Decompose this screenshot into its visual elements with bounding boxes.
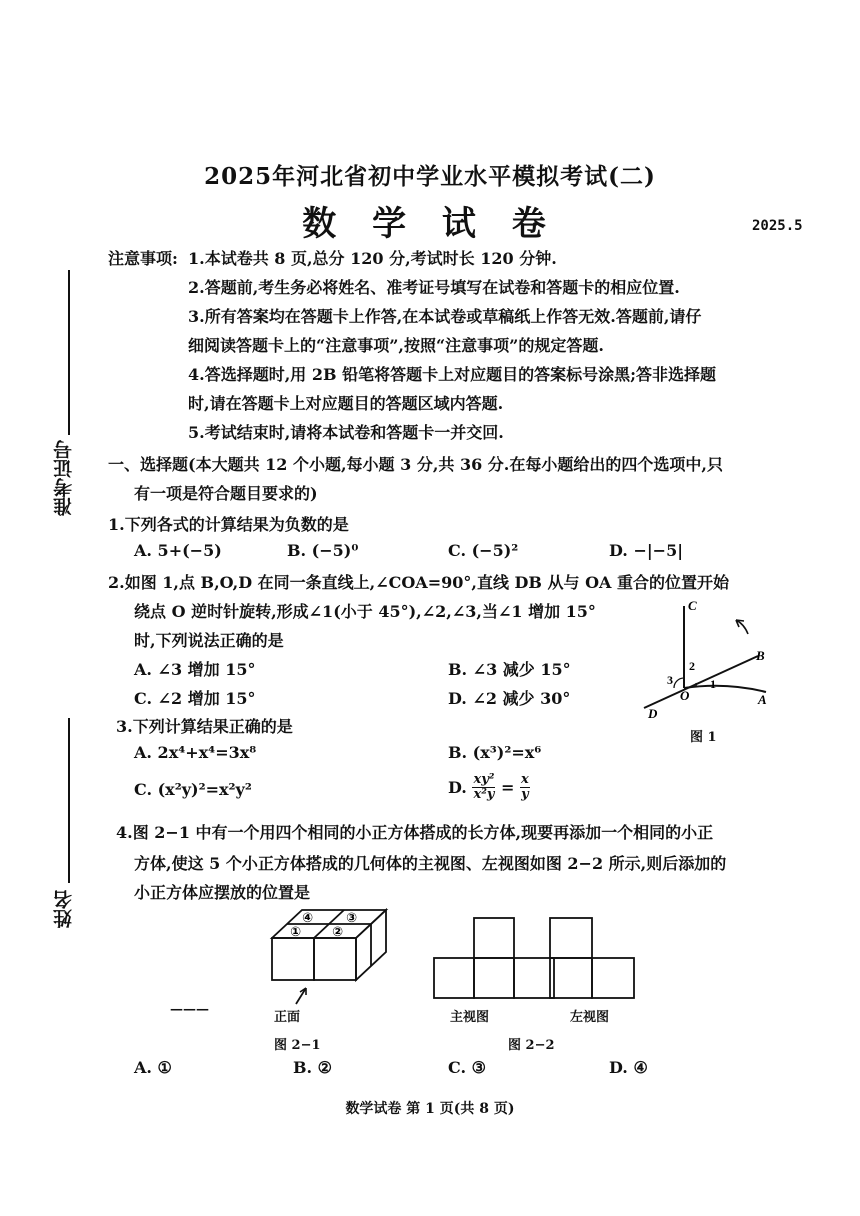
fig1-label-d: D [648, 706, 658, 721]
q4-option-b: B. ② [293, 1058, 333, 1077]
q3-d-right-denominator: y [521, 787, 529, 802]
q3-d-left-numerator: xy² [473, 772, 495, 787]
q2-stem-3: 时,下列说法正确的是 [134, 631, 284, 650]
q2-stem-2: 绕点 O 逆时针旋转,形成∠1(小于 45°),∠2,∠3,当∠1 增加 15° [134, 602, 596, 621]
q1-option-b: B. (−5)⁰ [287, 541, 359, 560]
q2-stem-1: 2.如图 1,点 B,O,D 在同一条直线上,∠COA=90°,直线 DB 从与 OA 重合的位置开始 [108, 573, 729, 592]
exam-id-label: 准考证号 [53, 440, 75, 516]
q4-stem-1: 4.图 2−1 中有一个用四个相同的小正方体搭成的长方体,现要再添加一个相同的小正 [116, 823, 714, 842]
figure-1-diagram [636, 596, 776, 744]
q3-option-c: C. (x²y)²=x²y² [134, 780, 252, 799]
q4-option-d: D. ④ [609, 1058, 648, 1077]
q1-option-a: A. 5+(−5) [134, 541, 222, 560]
main-view-label: 主视图 [450, 1010, 490, 1025]
exam-title: 2025年河北省初中学业水平模拟考试(二) [204, 163, 656, 190]
q3-d-left-denominator: x²y [473, 787, 495, 802]
fig1-label-a: A [758, 692, 767, 707]
q2-option-b: B. ∠3 减少 15° [448, 660, 571, 679]
q4-stem-2: 方体,使这 5 个小正方体搭成的几何体的主视图、左视图如图 2−2 所示,则后添加的 [134, 854, 727, 873]
notice-item-5: 5.考试结束时,请将本试卷和答题卡一并交回. [188, 423, 504, 442]
q3-option-a: A. 2x⁴+x⁴=3x⁸ [134, 743, 257, 762]
q4-option-a: A. ① [134, 1058, 172, 1077]
fig1-label-3: 3 [667, 673, 673, 687]
q2-option-d: D. ∠2 减少 30° [448, 689, 571, 708]
dash-line: ——— [170, 1002, 209, 1017]
q3-option-d-left-fraction [472, 773, 495, 802]
notice-item-2: 2.答题前,考生务必将姓名、准考证号填写在试卷和答题卡的相应位置. [188, 278, 680, 297]
section-heading: 一、选择题(本大题共 12 个小题,每小题 3 分,共 36 分.在每小题给出的四个选项中,只 [108, 455, 723, 474]
section-heading-cont: 有一项是符合题目要求的) [134, 484, 318, 503]
exam-id-underline [68, 270, 70, 435]
notice-item-4-cont: 时,请在答题卡上对应题目的答题区域内答题. [188, 394, 504, 413]
q3-d-equals: = [501, 778, 515, 797]
figure-2-2-left-view [548, 916, 638, 1002]
fig1-label-2: 2 [689, 659, 695, 673]
q2-option-c: C. ∠2 增加 15° [134, 689, 256, 708]
name-label: 姓名 [53, 890, 75, 928]
name-underline [68, 718, 70, 883]
q3-option-b: B. (x³)²=x⁶ [448, 743, 542, 762]
fig1-label-c: C [688, 598, 697, 613]
q3-stem: 3.下列计算结果正确的是 [116, 717, 293, 736]
cube-mark-3: ③ [346, 911, 358, 926]
notice-item-3: 3.所有答案均在答题卡上作答,在本试卷或草稿纸上作答无效.答题前,请仔 [188, 307, 702, 326]
notice-label: 注意事项: [108, 249, 178, 268]
q3-d-right-numerator: x [521, 772, 529, 787]
figure-2-1-cuboid [266, 904, 396, 1012]
cube-mark-1: ① [290, 925, 302, 940]
figure-2-1-caption: 图 2−1 [274, 1038, 321, 1053]
exam-date: 2025.5 [752, 218, 803, 234]
q1-stem: 1.下列各式的计算结果为负数的是 [108, 515, 349, 534]
notice-item-4: 4.答选择题时,用 2B 铅笔将答题卡上对应题目的答案标号涂黑;答非选择题 [188, 365, 716, 384]
left-view-label: 左视图 [570, 1010, 610, 1025]
front-label: 正面 [274, 1010, 301, 1025]
q2-option-a: A. ∠3 增加 15° [134, 660, 256, 679]
fig1-label-b: B [756, 648, 765, 663]
notice-item-3-cont: 细阅读答题卡上的“注意事项”,按照“注意事项”的规定答题. [188, 336, 604, 355]
cube-mark-4: ④ [302, 911, 314, 926]
q3-option-d-label: D. [448, 778, 467, 797]
figure-2-2-caption: 图 2−2 [508, 1038, 555, 1053]
q4-option-c: C. ③ [448, 1058, 486, 1077]
fig1-label-o: O [680, 688, 690, 703]
q1-option-c: C. (−5)² [448, 541, 519, 560]
q1-option-d: D. −|−5| [609, 541, 684, 560]
fig1-label-1: 1 [710, 677, 716, 691]
figure-1-caption: 图 1 [690, 730, 717, 745]
q3-option-d-right-fraction [520, 773, 530, 802]
figure-2-2-main-view [432, 916, 556, 1002]
page-footer: 数学试卷 第 1 页(共 8 页) [345, 1101, 515, 1117]
notice-item-1: 1.本试卷共 8 页,总分 120 分,考试时长 120 分钟. [188, 249, 557, 268]
q3-option-d [448, 773, 530, 802]
cube-mark-2: ② [332, 925, 344, 940]
q4-stem-3: 小正方体应摆放的位置是 [134, 883, 311, 902]
paper-subtitle: 数 学 试 卷 [302, 204, 558, 244]
